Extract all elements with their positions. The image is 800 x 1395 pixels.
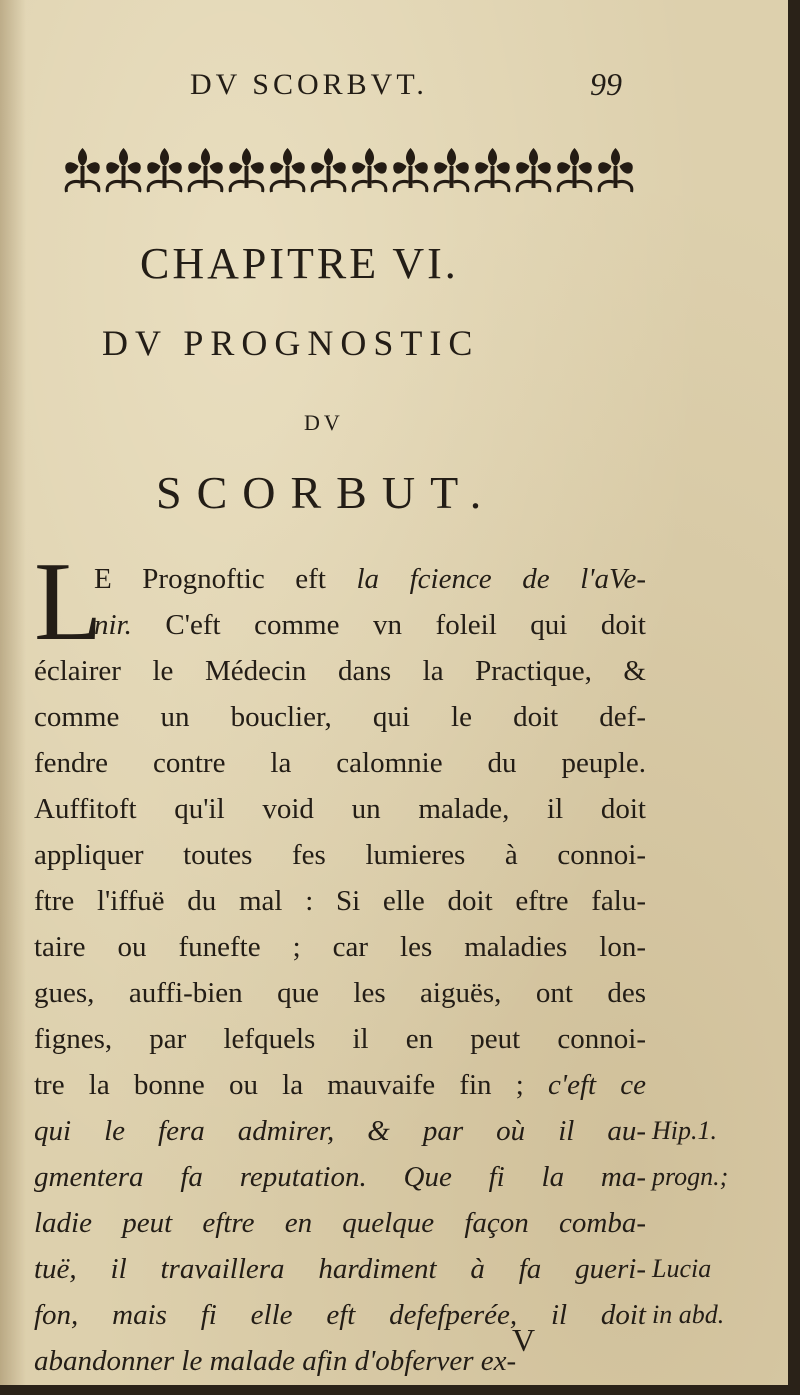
fleuron-icon (352, 148, 387, 192)
text-line (34, 924, 646, 970)
margin-note: in abd. (652, 1300, 725, 1329)
fleuron-icon (393, 148, 428, 192)
text-line (94, 602, 646, 648)
fleuron-icon (557, 148, 592, 192)
fleuron-icon (475, 148, 510, 192)
text-line (34, 786, 646, 832)
drop-capital: L (34, 540, 103, 664)
text-segment: Auffitoft qu'il void un malade, il doit (34, 793, 646, 825)
text-segment: tuë, il travaillera hardiment à fa gueri- (34, 1253, 646, 1285)
text-segment: abandonner le malade afin d'obferver ex- (34, 1345, 517, 1377)
chapter-title-line-2: DV (304, 410, 344, 435)
text-segment: la fcience de l'aVe- (356, 563, 646, 595)
text-line (34, 1108, 646, 1154)
text-segment: fon, mais fi elle eft defefperée, il doit (34, 1299, 646, 1331)
text-line (34, 1292, 646, 1338)
text-line (34, 878, 646, 924)
text-segment: appliquer toutes fes lumieres à connoi- (34, 839, 646, 871)
text-line (34, 1338, 646, 1384)
running-head: DV SCORBVT. (190, 68, 428, 101)
fleuron-icon (311, 148, 346, 192)
text-segment: E Prognoftic eft (94, 563, 357, 595)
text-segment: fendre contre la calomnie du peuple. (34, 747, 646, 779)
paragraph-opening (94, 556, 646, 648)
text-line (94, 556, 646, 602)
text-segment: gmentera fa reputation. Que fi la ma- (34, 1161, 646, 1193)
fleuron-band-icon (62, 140, 636, 198)
text-segment: c'eft ce (548, 1069, 646, 1101)
chapter-heading: CHAPITRE VI. (140, 239, 459, 288)
chapter-title-line-3: SCORBUT. (156, 467, 497, 518)
text-segment: ladie peut eftre en quelque façon comba- (34, 1207, 646, 1239)
text-segment: comme un bouclier, qui le doit def- (34, 701, 646, 733)
text-segment: gues, auffi-bien que les aiguës, ont des (34, 977, 646, 1009)
text-segment: fignes, par lefquels il en peut connoi- (34, 1023, 646, 1055)
signature-mark: V (512, 1322, 536, 1358)
text-segment: nir. (94, 609, 132, 641)
text-segment: éclairer le Médecin dans la Practique, & (34, 655, 646, 687)
fleuron-icon (147, 148, 182, 192)
fleuron-icon (106, 148, 141, 192)
page-number: 99 (590, 66, 622, 102)
text-line (34, 648, 646, 694)
text-segment: C'eft comme vn foleil qui doit (131, 609, 646, 641)
text-line (34, 1016, 646, 1062)
paragraph-body (34, 648, 646, 1384)
text-segment: taire ou funefte ; car les maladies lon- (34, 931, 646, 963)
fleuron-icon (65, 148, 100, 192)
text-line (34, 970, 646, 1016)
text-segment: qui le fera admirer, & par où il au- (34, 1115, 646, 1147)
fleuron-icon (598, 148, 633, 192)
margin-note: Hip.1. (652, 1116, 717, 1145)
fleuron-icon (229, 148, 264, 192)
text-line (34, 1200, 646, 1246)
fleuron-icon (270, 148, 305, 192)
text-line (34, 1154, 646, 1200)
text-segment: tre la bonne ou la mauvaife fin ; (34, 1069, 548, 1101)
margin-note: progn.; (652, 1162, 729, 1191)
fleuron-icon (516, 148, 551, 192)
fleuron-icon (434, 148, 469, 192)
fleuron-icon (188, 148, 223, 192)
text-line (34, 694, 646, 740)
text-line (34, 832, 646, 878)
text-line (34, 1062, 646, 1108)
chapter-title-line-1: DV PROGNOSTIC (102, 323, 480, 363)
page-gutter-shadow (0, 0, 26, 1385)
text-line (34, 1246, 646, 1292)
text-segment: ftre l'iffuë du mal : Si elle doit eftre falu- (34, 885, 646, 917)
margin-note: Lucia (652, 1254, 712, 1283)
text-line (34, 740, 646, 786)
